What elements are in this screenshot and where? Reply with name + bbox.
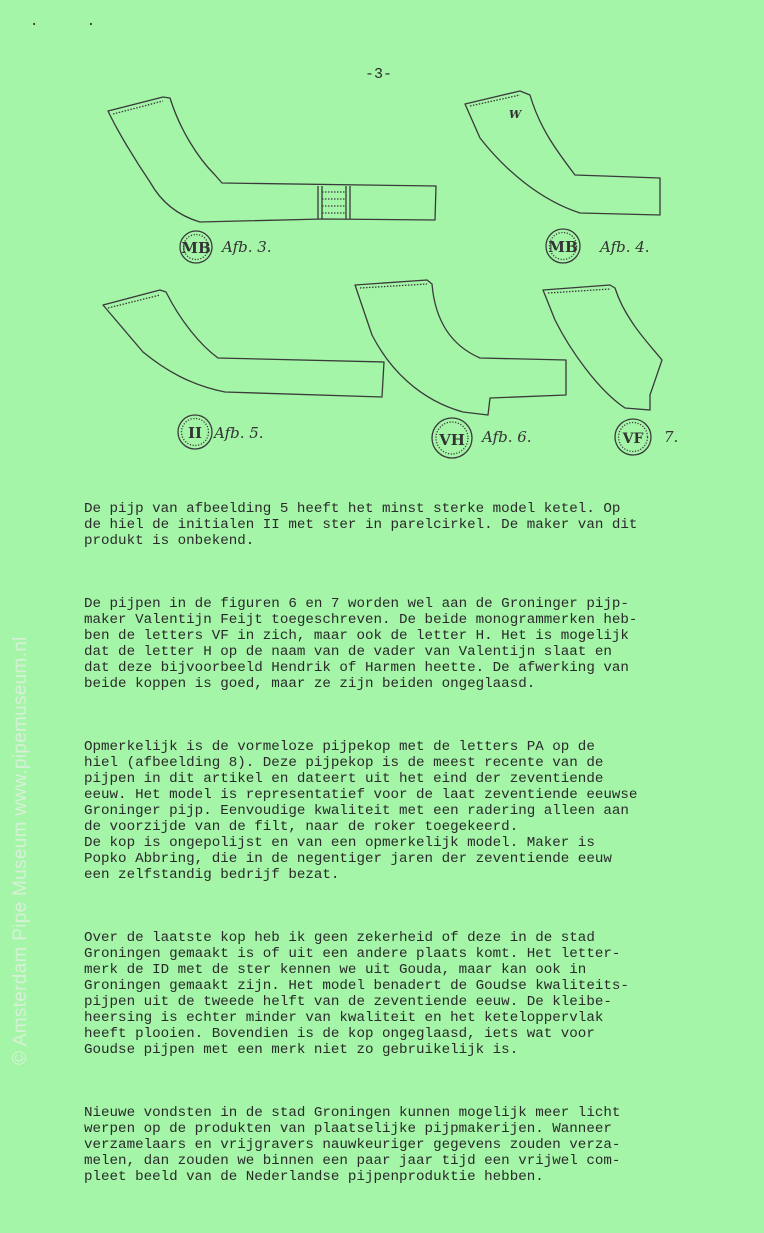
caption-afb-4: Afb. 4. xyxy=(600,238,650,256)
pipe-afb-4 xyxy=(465,91,660,215)
pipe-afb-6 xyxy=(355,280,566,415)
watermark: © Amsterdam Pipe Museum www.pipemuseum.nl xyxy=(10,636,31,1065)
caption-afb-5: Afb. 5. xyxy=(214,424,264,442)
mark-ii: II xyxy=(187,424,203,442)
pipe-illustrations xyxy=(0,0,764,460)
paragraph-4: Over de laatste kop heb ik geen zekerheid of deze in de stad Groningen gemaakt is of uit een andere plaats komt. Het letter- merk de ID met de ster kennen we uit Gouda, maar kan ook in Groningen gemaakt zijn. Het model benadert de Goudse kwaliteits- pijpen uit de tweede helft van de zeventiende eeuw. De kleibe- heersing is echter minder van kwaliteit en het keteloppervlak heeft plooien. Bovendien is de kop ongeglaasd, iets wat voor Goudse pijpen met een merk niet zo gebruikelijk is. xyxy=(84,930,629,1058)
corner-marks: . . xyxy=(30,14,116,30)
caption-afb-3: Afb. 3. xyxy=(222,238,272,256)
caption-afb-7: 7. xyxy=(664,428,679,446)
page-number: -3- xyxy=(365,66,393,83)
paragraph-3: Opmerkelijk is de vormeloze pijpekop met de letters PA op de hiel (afbeelding 8). Deze pijpekop is de meest recente van de pijpen in dit artikel en dateert uit het eind der zeventiende eeuw. Het model is representatief voor de laat zeventiende eeuwse Groninger pijp. Eenvoudige kwaliteit met een radering alleen aan de voorzijde van de filt, naar de roker toegekeerd. De kop is ongepolijst en van een opmerkelijk model. Maker is Popko Abbring, die in de negentiger jaren der zeventiende eeuw een zelfstandig bedrijf bezat. xyxy=(84,739,638,883)
caption-afb-6: Afb. 6. xyxy=(482,428,532,446)
pipe-afb-7 xyxy=(543,285,662,410)
bowl-mark-w: W xyxy=(508,108,522,121)
pipe-afb-3 xyxy=(108,97,436,222)
mark-mb-3: MB xyxy=(181,239,211,257)
paragraph-2: De pijpen in de figuren 6 en 7 worden wel aan de Groninger pijp- maker Valentijn Feijt toegeschreven. De beide monogrammerken heb- ben de letters VF in zich, maar ook de letter H. Het is mogelijk dat de letter H op de naam van de vader van Valentijn slaat en dat deze bijvoorbeeld Hendrik of Harmen heette. De afwerking van beide koppen is goed, maar ze zijn beiden ongeglaasd. xyxy=(84,596,638,692)
paragraph-1: De pijp van afbeelding 5 heeft het minst sterke model ketel. Op de hiel de initialen II met ster in parelcirkel. De maker van dit produkt is onbekend. xyxy=(84,500,638,549)
paragraph-5: Nieuwe vondsten in de stad Groningen kunnen mogelijk meer licht werpen op de produkten van plaatselijke pijpmakerijen. Wanneer verzamelaars en vrijgravers nauwkeuriger gegevens zouden verza- melen, dan zouden we binnen een paar jaar tijd een vrijwel com- pleet beeld van de Nederlandse pijpenproduktie hebben. xyxy=(84,1105,621,1185)
pipe-afb-5 xyxy=(103,290,384,397)
mark-mb-4: MB xyxy=(548,238,578,256)
mark-vh: VH xyxy=(439,431,465,449)
body-text xyxy=(84,470,704,1233)
mark-vf: VF xyxy=(622,431,644,447)
